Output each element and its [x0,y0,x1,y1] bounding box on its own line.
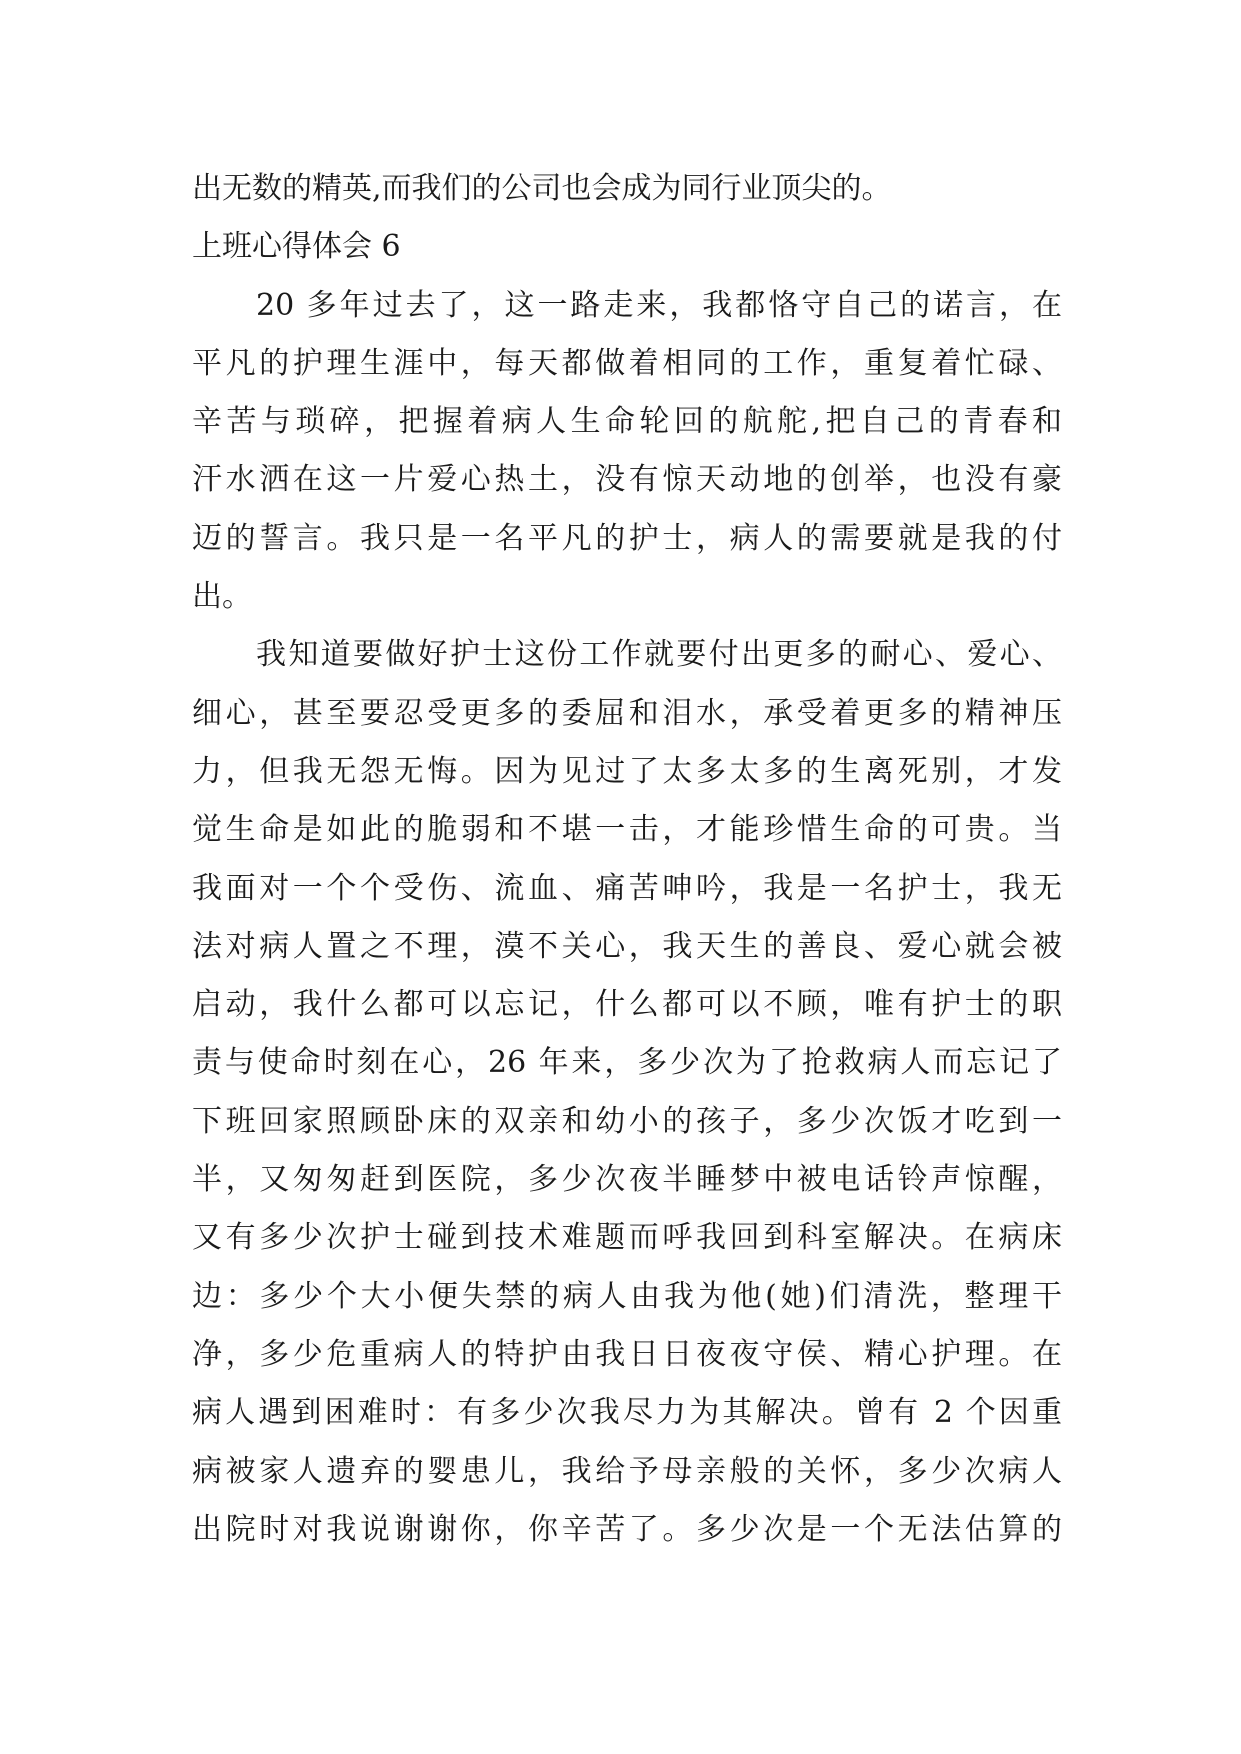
text-line: 我面对一个个受伤、流血、痛苦呻吟，我是一名护士，我无 [192,870,1062,906]
text-line: 20 多年过去了，这一路走来，我都恪守自己的诺言，在 [256,287,1062,323]
text-line: 半，又匆匆赶到医院，多少次夜半睡梦中被电话铃声惊醒， [192,1162,1062,1198]
text-line: 汗水洒在这一片爱心热土，没有惊天动地的创举，也没有豪 [192,462,1062,498]
text-line: 辛苦与琐碎，把握着病人生命轮回的航舵,把自己的青春和 [192,404,1062,440]
text-line: 责与使命时刻在心，26 年来，多少次为了抢救病人而忘记了 [192,1045,1062,1081]
text-line: 迈的誓言。我只是一名平凡的护士，病人的需要就是我的付 [192,520,1062,556]
text-line: 力，但我无怨无悔。因为见过了太多太多的生离死别，才发 [192,753,1062,789]
text-line: 下班回家照顾卧床的双亲和幼小的孩子，多少次饭才吃到一 [192,1103,1062,1139]
text-line: 细心，甚至要忍受更多的委屈和泪水，承受着更多的精神压 [192,695,1062,731]
text-line: 觉生命是如此的脆弱和不堪一击，才能珍惜生命的可贵。当 [192,812,1062,848]
document-body [192,160,1062,1559]
text-line: 病被家人遗弃的婴患儿，我给予母亲般的关怀，多少次病人 [192,1453,1062,1489]
text-line: 出无数的精英,而我们的公司也会成为同行业顶尖的。 [192,171,892,206]
text-line: 法对病人置之不理，漠不关心，我天生的善良、爱心就会被 [192,928,1062,964]
text-line: 边：多少个大小便失禁的病人由我为他(她)们清洗，整理干 [192,1278,1062,1314]
text-line: 病人遇到困难时：有多少次我尽力为其解决。曾有 2 个因重 [192,1395,1062,1431]
section-heading: 上班心得体会 6 [192,229,401,265]
text-line: 启动，我什么都可以忘记，什么都可以不顾，唯有护士的职 [192,987,1062,1023]
text-line: 出。 [192,579,252,615]
text-line: 出院时对我说谢谢你，你辛苦了。多少次是一个无法估算的 [192,1511,1062,1547]
text-line: 我知道要做好护士这份工作就要付出更多的耐心、爱心、 [256,637,1062,673]
text-line: 又有多少次护士碰到技术难题而呼我回到科室解决。在病床 [192,1220,1062,1256]
text-line: 平凡的护理生涯中，每天都做着相同的工作，重复着忙碌、 [192,345,1062,381]
text-line: 净，多少危重病人的特护由我日日夜夜守侯、精心护理。在 [192,1336,1062,1372]
